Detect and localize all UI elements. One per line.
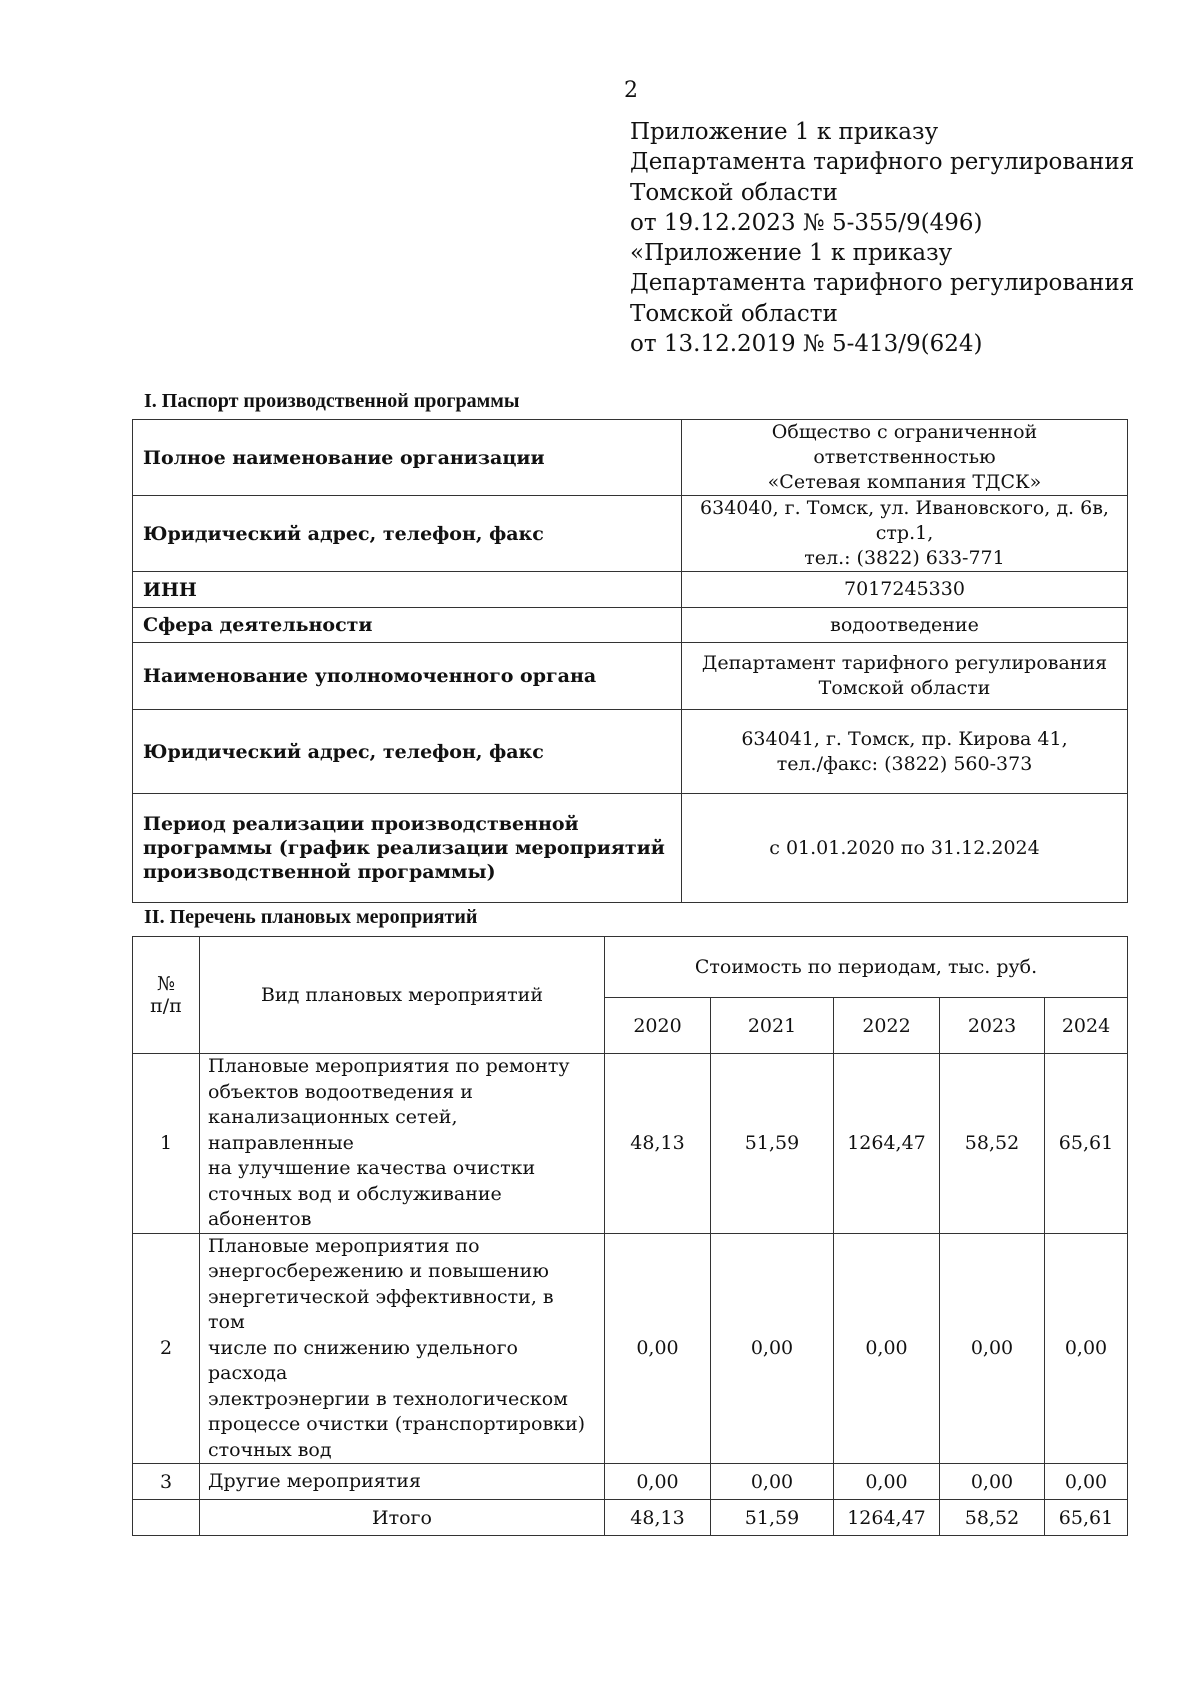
passport-key: ИНН xyxy=(133,572,682,608)
passport-row xyxy=(133,794,1128,903)
cost-cell: 0,00 xyxy=(711,1464,834,1500)
passport-value: Общество с ограниченной ответственностью «Сетевая компания ТДСК» xyxy=(682,420,1128,496)
passport-value: 634040, г. Томск, ул. Ивановского, д. 6в, стр.1, тел.: (3822) 633-771 xyxy=(682,496,1128,572)
cost-cell: 0,00 xyxy=(1045,1233,1128,1464)
cost-cell: 0,00 xyxy=(1045,1464,1128,1500)
header-line: Приложение 1 к приказу xyxy=(630,119,939,145)
section1-title: I. Паспорт производственной программы xyxy=(144,390,520,412)
cost-cell: 1264,47 xyxy=(834,1054,940,1234)
cost-cell: 48,13 xyxy=(605,1054,711,1234)
passport-key: Период реализации производственной программы (график реализации мероприятий производственной программы) xyxy=(133,794,682,903)
total-row xyxy=(133,1500,1128,1536)
header-line: от 13.12.2019 № 5-413/9(624) xyxy=(630,331,983,358)
passport-value: 634041, г. Томск, пр. Кирова 41, тел./факс: (3822) 560-373 xyxy=(682,710,1128,794)
passport-key: Сфера деятельности xyxy=(133,608,682,643)
year-header: 2024 xyxy=(1045,998,1128,1054)
total-number-cell xyxy=(133,1500,200,1536)
year-header: 2023 xyxy=(940,998,1045,1054)
passport-value: Департамент тарифного регулирования Томской области xyxy=(682,643,1128,710)
passport-row xyxy=(133,496,1128,572)
cost-cell: 0,00 xyxy=(605,1233,711,1464)
column-header-cost: Стоимость по периодам, тыс. руб. xyxy=(605,937,1128,998)
passport-table xyxy=(132,419,1128,903)
measures-table xyxy=(132,936,1128,1536)
cost-cell: 51,59 xyxy=(711,1054,834,1234)
measure-description: Плановые мероприятия по ремонту объектов водоотведения и канализационных сетей, направленные на улучшение качества очистки сточных вод и обслуживание абонентов xyxy=(200,1054,605,1234)
cost-cell: 0,00 xyxy=(605,1464,711,1500)
total-cell: 65,61 xyxy=(1045,1500,1128,1536)
header-line: «Приложение 1 к приказу xyxy=(630,240,953,267)
table-row xyxy=(133,1233,1128,1464)
cost-cell: 0,00 xyxy=(834,1233,940,1464)
passport-key: Юридический адрес, телефон, факс xyxy=(133,496,682,572)
total-cell: 1264,47 xyxy=(834,1500,940,1536)
order-header xyxy=(630,117,1134,359)
column-header-measure-type: Вид плановых мероприятий xyxy=(200,937,605,1054)
page-number: 2 xyxy=(624,78,638,103)
passport-row xyxy=(133,572,1128,608)
passport-key: Полное наименование организации xyxy=(133,420,682,496)
passport-row xyxy=(133,710,1128,794)
cost-cell: 0,00 xyxy=(711,1233,834,1464)
column-header-number: № п/п xyxy=(133,937,200,1054)
section2-title: II. Перечень плановых мероприятий xyxy=(144,906,478,928)
table-row xyxy=(133,1464,1128,1500)
passport-row xyxy=(133,643,1128,710)
total-cell: 58,52 xyxy=(940,1500,1045,1536)
cost-cell: 0,00 xyxy=(834,1464,940,1500)
total-cell: 51,59 xyxy=(711,1500,834,1536)
year-header: 2022 xyxy=(834,998,940,1054)
passport-value: водоотведение xyxy=(682,608,1128,643)
cost-cell: 58,52 xyxy=(940,1054,1045,1234)
header-line: Томской области xyxy=(630,179,838,206)
cost-cell: 65,61 xyxy=(1045,1054,1128,1234)
year-header: 2021 xyxy=(711,998,834,1054)
total-label: Итого xyxy=(200,1500,605,1536)
measure-description: Плановые мероприятия по энергосбережению и повышению энергетической эффективности, в том числе по снижению удельного расхода электроэнергии в технологическом процессе очистки (транспортировки) сточных вод xyxy=(200,1233,605,1464)
cost-cell: 0,00 xyxy=(940,1233,1045,1464)
passport-value: с 01.01.2020 по 31.12.2024 xyxy=(682,794,1128,903)
header-line: Департамента тарифного регулирования xyxy=(630,149,1135,176)
row-number: 2 xyxy=(133,1233,200,1464)
passport-value: 7017245330 xyxy=(682,572,1128,608)
passport-key: Юридический адрес, телефон, факс xyxy=(133,710,682,794)
measures-header-row xyxy=(133,937,1128,998)
header-line: от 19.12.2023 № 5-355/9(496) xyxy=(630,209,983,236)
row-number: 1 xyxy=(133,1054,200,1234)
header-line: Департамента тарифного регулирования xyxy=(630,270,1135,297)
passport-row xyxy=(133,420,1128,496)
total-cell: 48,13 xyxy=(605,1500,711,1536)
measure-description: Другие мероприятия xyxy=(200,1464,605,1500)
passport-row xyxy=(133,608,1128,643)
cost-cell: 0,00 xyxy=(940,1464,1045,1500)
year-header: 2020 xyxy=(605,998,711,1054)
header-line: Томской области xyxy=(630,300,838,327)
passport-key: Наименование уполномоченного органа xyxy=(133,643,682,710)
row-number: 3 xyxy=(133,1464,200,1500)
table-row xyxy=(133,1054,1128,1234)
